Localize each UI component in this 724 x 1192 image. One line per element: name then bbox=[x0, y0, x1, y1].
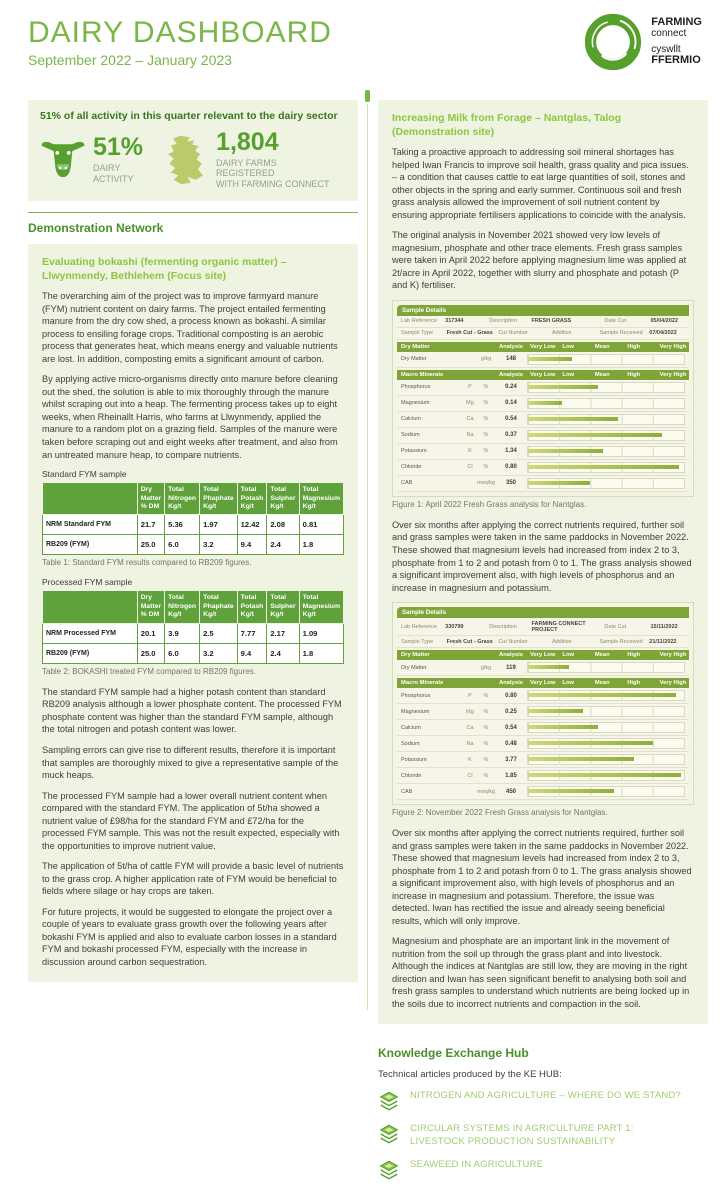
farming-connect-logo bbox=[583, 12, 702, 72]
cow-icon bbox=[40, 140, 86, 180]
table2-header: Total Magnesium Kg/t bbox=[299, 591, 343, 623]
ke-hub-intro: Technical articles produced by the KE HUB: bbox=[378, 1069, 562, 1081]
mineral-row: Phosphorus P % 0.80 bbox=[397, 688, 689, 704]
logo-text-farming: FARMING bbox=[651, 16, 702, 29]
standard-fym-table bbox=[42, 482, 344, 555]
mineral-row: Sodium Na % 0.48 bbox=[397, 736, 689, 752]
figure2-detail-row: Sample Type Fresh Cut - Grass Cut Number Additive Sample Received 21/11/2022 bbox=[397, 636, 689, 648]
dairy-stats-box bbox=[28, 100, 358, 201]
column-divider bbox=[367, 104, 368, 1010]
figure2-caption: Figure 2: November 2022 Fresh Grass anaiysis for Nantglas. bbox=[392, 808, 608, 818]
figure1-detail-row: Sample Type Fresh Cut - Grass Cut Number Additive Sample Received 07/04/2022 bbox=[397, 328, 689, 340]
table-row: NRM Standard FYM 21.7 5.36 1.97 12.42 2.08 0.81 bbox=[43, 515, 344, 535]
bokashi-paragraph: For future projects, it would be suggested to elongate the project over a couple of years to evaluate grass growth over the following years after bokashi FYM is applied and also to evaluate carbon losses in a standard FYM and bokashi processed FYM, especially with the increase in discussion around carbon sequestration. bbox=[42, 906, 337, 967]
table1-header: Total Sulpher Kg/t bbox=[267, 483, 299, 515]
layers-icon bbox=[378, 1090, 400, 1112]
mineral-row: Potassium K % 3.77 bbox=[397, 752, 689, 768]
figure2-dry-matter-row: Dry Matter g/kg 119 bbox=[397, 660, 689, 676]
figure1-dry-matter-row: Dry Matter g/kg 148 bbox=[397, 352, 689, 368]
table1-header: Total Potash Kg/t bbox=[237, 483, 267, 515]
table1-header: Total Nitrogen Kg/t bbox=[165, 483, 200, 515]
left-column bbox=[28, 100, 358, 982]
page-subtitle: September 2022 – January 2023 bbox=[28, 52, 232, 68]
figure1-caption: Figure 1: April 2022 Fresh Grass analysis for Nantglas. bbox=[392, 499, 587, 509]
figure1-analysis-report bbox=[392, 300, 694, 497]
dairy-farms-value: 1,804 bbox=[216, 128, 279, 156]
mineral-row: Potassium K % 1.34 bbox=[397, 444, 689, 460]
figure2-sample-details-bar: Sample Details bbox=[397, 607, 689, 618]
ke-article-link-nitrogen[interactable] bbox=[378, 1090, 708, 1112]
table1-caption: Table 1: Standard FYM results compared to RB209 figures. bbox=[42, 558, 252, 568]
wales-map-icon bbox=[165, 134, 209, 186]
dairy-farms-stat bbox=[165, 130, 336, 189]
stats-banner: 51% of all activity in this quarter relevant to the dairy sector bbox=[40, 110, 338, 122]
ke-article-link-circular-systems[interactable] bbox=[378, 1123, 708, 1148]
ke-article-label: NITROGEN AND AGRICULTURE – WHERE DO WE STAND? bbox=[410, 1090, 681, 1102]
mineral-row: Chloride Cl % 1.85 bbox=[397, 768, 689, 784]
forage-title: Increasing Milk from Forage – Nantglas, Talog (Demonstration site) bbox=[392, 112, 622, 138]
figure1-macro-band: Macro Minerals Analysis Very Low Low Mean High Very High bbox=[397, 370, 689, 380]
processed-fym-table bbox=[42, 590, 344, 663]
ke-article-link-seaweed[interactable] bbox=[378, 1159, 708, 1181]
divider-ornament bbox=[365, 90, 370, 102]
right-column bbox=[378, 100, 708, 1192]
table-row: RB209 (FYM) 25.0 6.0 3.2 9.4 2.4 1.8 bbox=[43, 643, 344, 663]
table2-header: Total Potash Kg/t bbox=[237, 591, 267, 623]
dairy-activity-value: 51% bbox=[93, 133, 144, 162]
table-row: NRM Processed FYM 20.1 3.9 2.5 7.77 2.17 1.09 bbox=[43, 623, 344, 643]
table1-header: Dry Matter % DM bbox=[137, 483, 164, 515]
table2-header bbox=[43, 591, 138, 623]
bokashi-paragraph: The application of 5t/ha of cattle FYM will provide a basic level of nutrients to the grass crop. A higher application rate of FYM would be beneficial to fields where silage or hay crops are taken. bbox=[42, 861, 344, 897]
bokashi-paragraph: Sampling errors can give rise to different results, therefore it is important that samples are thoroughly mixed to give a representative sample of the muck heaps. bbox=[42, 744, 339, 781]
bokashi-panel bbox=[28, 244, 358, 982]
figure1-sample-details-bar: Sample Details bbox=[397, 305, 689, 316]
forage-panel bbox=[378, 100, 708, 1024]
table1-label: Standard FYM sample bbox=[42, 469, 127, 480]
table2-header: Total Phaphate Kg/t bbox=[200, 591, 238, 623]
bokashi-paragraph: By applying active micro-organisms directly onto manure before cleaning out the shed, the solution is able to mix thoroughly through the manure whilst scraping out into a heap. The fermenting process takes up to eight weeks, when Rheinallt Harris, who farms at Llwynmendy, applied the manure to a random plot on a grazing field. Samples of the manure were taken before scraping out and eight weeks after treatment, and also from an untreated manure heap, to compare nutrients. bbox=[42, 374, 338, 460]
mineral-row: Magnesium Mg % 0.25 bbox=[397, 704, 689, 720]
table1-header: Total Phaphate Kg/t bbox=[200, 483, 238, 515]
table-row: RB209 (FYM) 25.0 6.0 3.2 9.4 2.4 1.8 bbox=[43, 535, 344, 555]
mineral-row: Calcium Ca % 0.54 bbox=[397, 720, 689, 736]
table2-caption: Table 2: BOKASHI treated FYM compared to RB209 figures. bbox=[42, 666, 256, 676]
page-title: DAIRY DASHBOARD bbox=[28, 16, 332, 49]
figure2-dry-matter-band: Dry Matter Analysis Very Low Low Mean High Very High bbox=[397, 650, 689, 660]
demonstration-network-heading: Demonstration Network bbox=[28, 212, 358, 235]
ke-article-label: CIRCULAR SYSTEMS IN AGRICULTURE PART 1: LIVESTOCK PRODUCTION SUSTAINABILITY bbox=[410, 1123, 634, 1147]
layers-icon bbox=[378, 1159, 400, 1181]
mineral-row: Calcium Ca % 0.54 bbox=[397, 412, 689, 428]
forage-paragraph: Taking a proactive approach to addressing soil mineral shortages has helped Iwan Francis to improve soil health, grass quality and pica issues. – a condition that causes cattle to eat large quantities of soil, stones and other objects in the spring and early summer. Continuous soil and fresh grass analysis allowed the improvement of soil nutrient content by ensuring appropriate fertilisers applications to coincide with the analysis. bbox=[392, 147, 689, 220]
forage-paragraph: Over six months after applying the correct nutrients required, further soil and grass samples were taken in the same paddocks in November 2022. These showed that magnesium levels had increased from index 2 to 3, phosphate from 1 to 2 and potash from 0 to 1. The grass analysis showed a significant improvement also, with high levels of phosphorus and an increase in magnesium and potassium. Therefore, the issue was detected. Iwan has rectified the issue and already seeing beneficial results, which will only improve. bbox=[392, 828, 692, 926]
forage-paragraph: The original analysis in November 2021 showed very low levels of magnesium, phosphate and other trace elements. Fresh grass samples were taken in April 2022 before applying magnesium lime was applied at 2t/acre in April 2022, together with slurry and phosphate and potash (P and K) fertiliser. bbox=[392, 230, 687, 291]
table2-header: Total Sulpher Kg/t bbox=[267, 591, 299, 623]
dairy-activity-stat bbox=[40, 135, 143, 184]
mineral-row: CAB meq/kg 450 bbox=[397, 784, 689, 800]
table2-header: Total Nitrogen Kg/t bbox=[165, 591, 200, 623]
figure1-dry-matter-band: Dry Matter Analysis Very Low Low Mean High Very High bbox=[397, 342, 689, 352]
logo-text-connect: connect bbox=[651, 28, 687, 39]
table1-header bbox=[43, 483, 138, 515]
mineral-row: Sodium Na % 0.37 bbox=[397, 428, 689, 444]
ke-article-label: SEAWEED IN AGRICULTURE bbox=[410, 1158, 544, 1170]
figure2-analysis-report bbox=[392, 602, 694, 805]
mineral-row: CAB meq/kg 350 bbox=[397, 476, 689, 492]
dairy-activity-label: DAIRY ACTIVITY bbox=[93, 163, 134, 184]
forage-paragraph: Over six months after applying the correct nutrients required, further soil and grass samples were taken in the same paddocks in November 2022. These showed that magnesium levels had increased from index 2 to 3, phosphate from 1 to 2 and potash from 0 to 1. The grass analysis showed a significant improvement also, with high levels of phosphorus and an increase in magnesium and potassium. bbox=[392, 519, 692, 593]
bokashi-paragraph: The overarching aim of the project was to improve farmyard manure (FYM) nutrient content on dairy farms. The project entailed fermenting manure from the dry cow shed, a process known as bokashi. A similar process to ensiling forage crops. Traditional composting is an aerobic process that generates heat, which means energy and valuable nutrients are lost. In addition, composting emits a significant amount of carbon. bbox=[42, 291, 338, 364]
table1-header: Total Magnesium Kg/t bbox=[299, 483, 343, 515]
logo-swirl-icon bbox=[583, 12, 643, 72]
bokashi-paragraph: The standard FYM sample had a higher potash content than standard RB209 analysis although a lower phosphate content. The processed FYM phosphate content was higher than the standard FYM sample, although the total nitrogen and potash content was lower. bbox=[42, 686, 342, 735]
logo-text-cyswllt: cyswllt bbox=[651, 43, 681, 55]
layers-icon bbox=[378, 1123, 400, 1145]
forage-paragraph: Magnesium and phosphate are an important link in the movement of nutrition from the soil up through the grass plant and into livestock. Although the indices at Nantglas are still low, they are moving in the right direction and Iwan has seen significant benefit to analysing both soil and fresh grass samples to understand which nutrients are being locked up in the soils due to incorrect nutrients and compaction in the soil. bbox=[392, 936, 690, 1009]
bokashi-paragraph: The processed FYM sample had a lower overall nutrient content when compared with the standard FYM. The application of 5t/ha showed a nutrient value of £98/ha for the standard FYM and £72/ha for the processed FYM sample. This was not the result expected, especially with the opportunities to improve nutrient value. bbox=[42, 790, 340, 851]
logo-text-ffermio: FFERMIO bbox=[651, 54, 701, 66]
table2-label: Processed FYM sample bbox=[42, 577, 133, 588]
ke-hub-heading: Knowledge Exchange Hub bbox=[378, 1046, 529, 1061]
dairy-farms-label: DAIRY FARMS REGISTERED WITH FARMING CONNECT bbox=[216, 158, 330, 189]
mineral-row: Chloride Cl % 0.80 bbox=[397, 460, 689, 476]
mineral-row: Magnesium Mg % 0.14 bbox=[397, 396, 689, 412]
mineral-row: Phosphorus P % 0.24 bbox=[397, 380, 689, 396]
bokashi-title: Evaluating bokashi (fermenting organic matter) – Llwynmendy, Bethlehem (Focus site) bbox=[42, 256, 287, 282]
figure1-detail-row: Lab Reference 317344 Description FRESH GRASS Date Cut 05/04/2022 bbox=[397, 316, 689, 328]
table2-header: Dry Matter % DM bbox=[137, 591, 164, 623]
figure2-detail-row: Lab Reference 330799 Description FARMING CONNECT PROJECT Date Cut 15/11/2022 bbox=[397, 618, 689, 636]
figure2-macro-band: Macro Minerals Analysis Very Low Low Mean High Very High bbox=[397, 678, 689, 688]
